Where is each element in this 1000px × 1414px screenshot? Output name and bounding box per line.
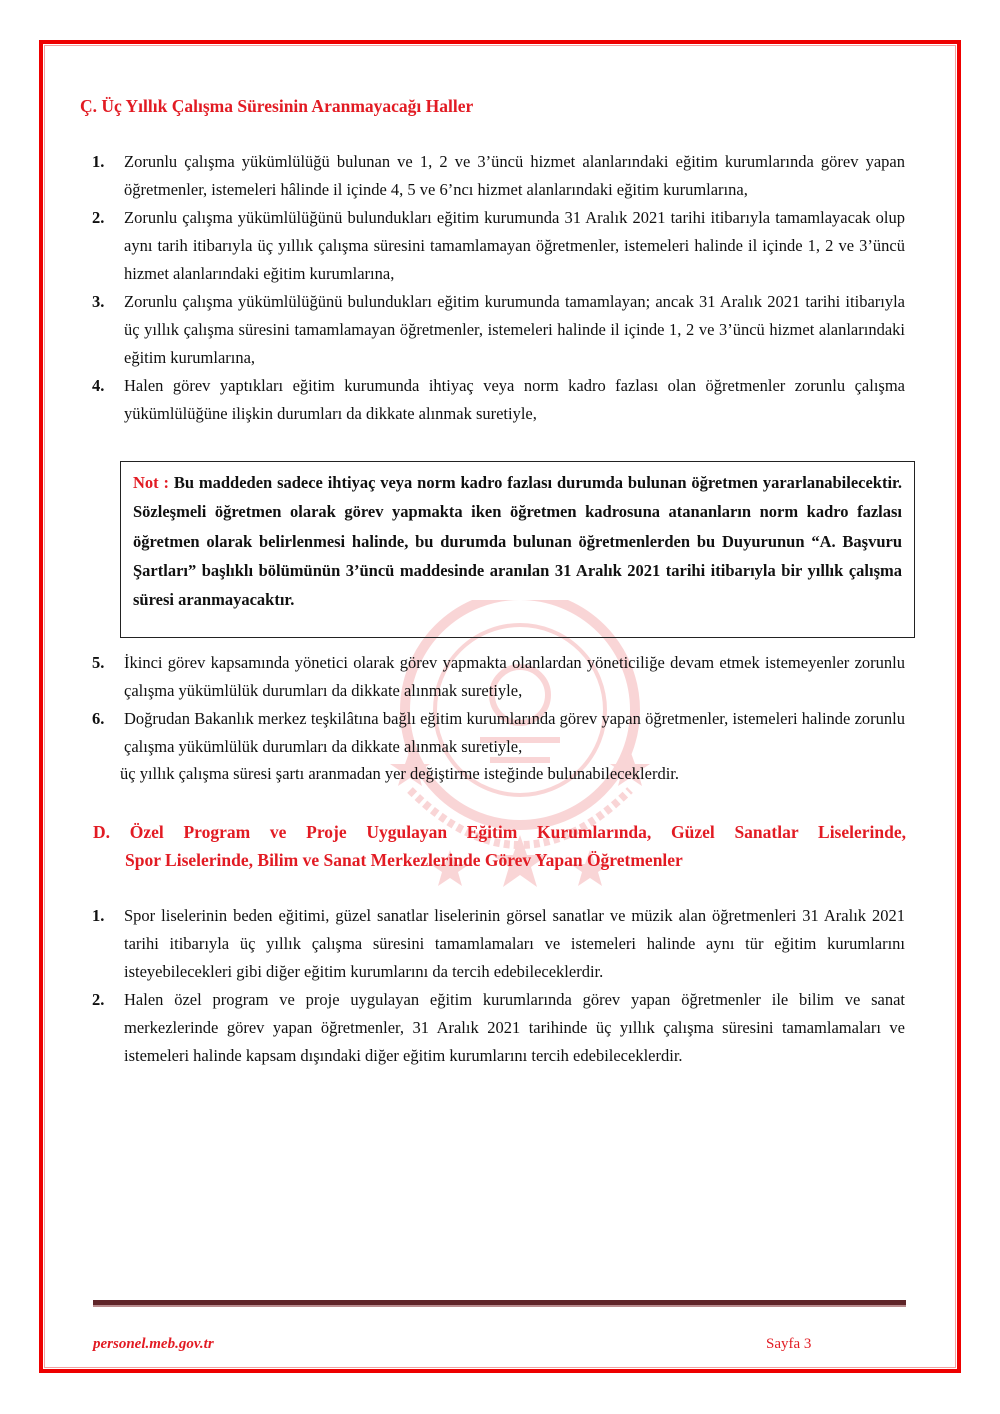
list-item: [92, 148, 905, 204]
section-d-heading-line2: Spor Liselerinde, Bilim ve Sanat Merkezlerinde Görev Yapan Öğretmenler: [125, 850, 683, 870]
item-text: Doğrudan Bakanlık merkez teşkilâtına bağlı eğitim kurumlarında görev yapan öğretmenler, istemeleri halinde zorunlu çalışma yükümlülük durumları da dikkate alınmak suretiyle,: [124, 709, 905, 756]
footer-website-link[interactable]: personel.meb.gov.tr: [93, 1336, 214, 1352]
section-d-heading: [93, 818, 906, 874]
item-number: 1.: [92, 152, 105, 171]
list-item: [92, 372, 905, 428]
list-item: [92, 902, 905, 986]
item-text: Halen görev yaptıkları eğitim kurumunda ihtiyaç veya norm kadro fazlası olan öğretmenler zorunlu çalışma yükümlülüğüne ilişkin durumları da dikkate alınmak suretiyle,: [124, 376, 905, 423]
item-number: 6.: [92, 709, 105, 728]
list-item: [92, 705, 905, 761]
item-text: Zorunlu çalışma yükümlülüğünü bulundukları eğitim kurumunda 31 Aralık 2021 tarihi itibarıyla tamamlayacak olup aynı tarih itibarıyla üç yıllık çalışma süresini tamamlamayan öğretmenler, istemeleri halinde il içinde 1, 2 ve 3’üncü hizmet alanlarındaki eğitim kurumlarına,: [124, 208, 905, 283]
section-c-closing-text: üç yıllık çalışma süresi şartı aranmadan yer değiştirme isteğinde bulunabileceklerdir.: [120, 764, 679, 783]
list-item: [92, 986, 905, 1070]
item-number: 2.: [92, 208, 105, 227]
item-number: 1.: [92, 906, 105, 925]
item-number: 4.: [92, 376, 105, 395]
item-text: Spor liselerinin beden eğitimi, güzel sanatlar liselerinin görsel sanatlar ve müzik alan öğretmenleri 31 Aralık 2021 tarihi itibarıyla üç yıllık çalışma süresini tamamlamaları ve istemeleri halinde aynı tür eğitim kurumlarını isteyebilecekleri gibi diğer eğitim kurumlarını da tercih edebileceklerdir.: [124, 906, 905, 981]
section-c-list-continued: [92, 649, 905, 761]
section-c-heading: Ç. Üç Yıllık Çalışma Süresinin Aranmayacağı Haller: [80, 96, 474, 116]
page-number: Sayfa 3: [766, 1336, 812, 1352]
list-item: [92, 649, 905, 705]
item-text: Zorunlu çalışma yükümlülüğü bulunan ve 1, 2 ve 3’üncü hizmet alanlarındaki eğitim kurumlarında görev yapan öğretmenler, istemeleri hâlinde il içinde 4, 5 ve 6’ncı hizmet alanlarındaki eğitim kurumlarına,: [124, 152, 905, 199]
list-item: [92, 204, 905, 288]
item-text: Zorunlu çalışma yükümlülüğünü bulundukları eğitim kurumunda tamamlayan; ancak 31 Aralık 2021 tarihi itibarıyla üç yıllık çalışma süresini tamamlamayan öğretmenler, istemeleri halinde il içinde 1, 2 ve 3’üncü hizmet alanlarındaki eğitim kurumlarına,: [124, 292, 905, 367]
item-text: Halen özel program ve proje uygulayan eğitim kurumlarında görev yapan öğretmenler ile bilim ve sanat merkezlerinde görev yapan öğretmenler, 31 Aralık 2021 tarihinde üç yıllık çalışma süresini tamamlamaları ve istemeleri halinde kapsam dışındaki diğer eğitim kurumlarını tercih edebileceklerdir.: [124, 990, 905, 1065]
note-label: Not :: [133, 473, 169, 492]
item-number: 3.: [92, 292, 105, 311]
section-c-list: [92, 148, 905, 428]
item-number: 5.: [92, 653, 105, 672]
item-text: İkinci görev kapsamında yönetici olarak görev yapmakta olanlardan yöneticiliğe devam etmek istemeyenler zorunlu çalışma yükümlülük durumları da dikkate alınmak suretiyle,: [124, 653, 905, 700]
section-d-heading-line1: D. Özel Program ve Proje Uygulayan Eğitim Kurumlarında, Güzel Sanatlar Liselerinde,: [93, 822, 906, 842]
note-box: [120, 461, 915, 638]
item-number: 2.: [92, 990, 105, 1009]
footer-divider-shadow: [93, 1305, 906, 1307]
note-text: Bu maddeden sadece ihtiyaç veya norm kadro fazlası durumda bulunan öğretmen yararlanabilecektir. Sözleşmeli öğretmen olarak görev yapmakta iken öğretmen kadrosuna atananların norm kadro fazlası öğretmen olarak belirlenmesi halinde, bu durumda bulunan öğretmenlerden bu Duyurunun “A. Başvuru Şartları” başlıklı bölümünün 3’üncü maddesinde aranılan 31 Aralık 2021 tarihi itibarıyla bir yıllık çalışma süresi aranmayacaktır.: [133, 473, 902, 610]
section-d-list: [92, 902, 905, 1070]
list-item: [92, 288, 905, 372]
